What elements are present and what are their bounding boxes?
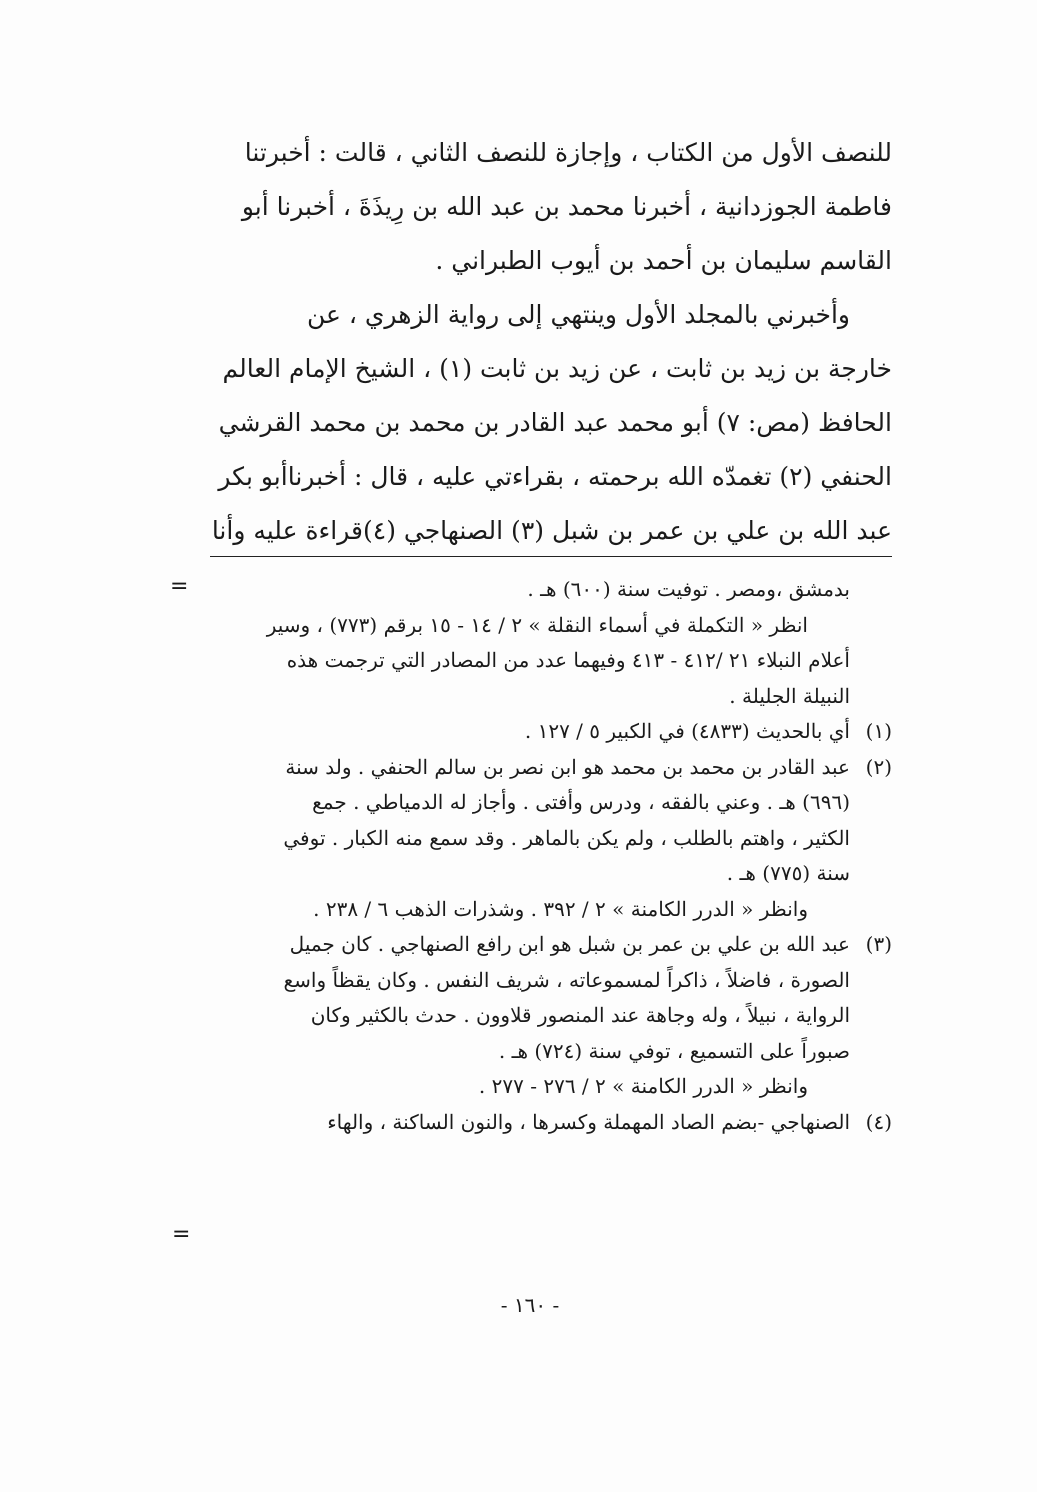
footnote-4 <box>210 1105 892 1141</box>
footnote-line: وانظر « الدرر الكامنة » ٢ / ٢٧٦ - ٢٧٧ . <box>478 1074 808 1098</box>
footnote-line: سنة (٧٧٥) هـ . <box>726 861 850 885</box>
main-text-line: وأخبرني بالمجلد الأول وينتهي إلى رواية الزهري ، عن <box>306 300 850 329</box>
footnote-2 <box>210 750 892 786</box>
main-text-line: القاسم سليمان بن أحمد بن أيوب الطبراني . <box>435 246 892 275</box>
footnote-line: الصنهاجي -بضم الصاد المهملة وكسرها ، والنون الساكنة ، والهاء <box>327 1109 850 1134</box>
footnote-number: (٢) <box>865 754 892 779</box>
footnote-continuation-line: بدمشق ،ومصر . توفيت سنة (٦٠٠) هـ . <box>527 577 850 601</box>
main-text-block <box>210 126 892 558</box>
main-text-line: فاطمة الجوزدانية ، أخبرنا محمد بن عبد الله بن رِيذَةَ ، أخبرنا أبو <box>241 192 892 221</box>
footnote-line: وانظر « الدرر الكامنة » ٢ / ٣٩٢ . وشذرات الذهب ٦ / ٢٣٨ . <box>313 896 808 921</box>
page-number: - ١٦٠ - <box>500 1293 560 1317</box>
continuation-mark: = <box>172 1222 191 1247</box>
footnote-number: (١) <box>865 719 892 743</box>
footnotes-block <box>210 572 892 1140</box>
footnote-continuation-line: النبيلة الجليلة . <box>729 683 850 708</box>
main-text-line: الحافظ (مص: ٧) أبو محمد عبد القادر بن محمد بن محمد القرشي <box>218 408 892 437</box>
footnote-3 <box>210 927 892 963</box>
footnote-1 <box>210 714 892 750</box>
footnote-continuation-line: انظر « التكملة في أسماء النقلة » ٢ / ١٤ - ١٥ برقم (٧٧٣) ، وسير <box>266 612 808 637</box>
footnote-continuation-line: أعلام النبلاء ٢١ /٤١٢ - ٤١٣ وفيهما عدد من المصادر التي ترجمت هذه <box>286 648 850 672</box>
footnote-line: الرواية ، نبيلاً ، وله وجاهة عند المنصور قلاوون . حدث بالكثير وكان <box>310 1003 850 1027</box>
main-text-line: الحنفي (٢) تغمدّه الله برحمته ، بقراءتي عليه ، قال : أخبرناأبو بكر <box>218 462 892 491</box>
footnote-line: عبد القادر بن محمد بن محمد هو ابن نصر بن سالم الحنفي . ولد سنة <box>285 754 850 779</box>
footnote-line: أي بالحديث (٤٨٣٣) في الكبير ٥ / ١٢٧ . <box>524 719 850 743</box>
footnote-line: الصورة ، فاضلاً ، ذاكراً لمسموعاته ، شريف النفس . وكان يقظاً واسع <box>283 967 850 992</box>
footnote-number: (٣) <box>865 932 892 956</box>
footnote-line: (٦٩٦) هـ . وعني بالفقه ، ودرس وأفتى . وأجاز له الدمياطي . جمع <box>312 790 850 814</box>
footnote-line: عبد الله بن علي بن عمر بن شبل هو ابن رافع الصنهاجي . كان جميل <box>289 932 850 956</box>
footnote-line: صبوراً على التسميع ، توفي سنة (٧٢٤) هـ . <box>498 1038 850 1063</box>
main-text-line: للنصف الأول من الكتاب ، وإجازة للنصف الثاني ، قالت : أخبرتنا <box>244 138 892 167</box>
continuation-mark: = <box>170 574 189 599</box>
footnote-number: (٤) <box>865 1109 892 1134</box>
footnote-line: الكثير ، واهتم بالطلب ، ولم يكن بالماهر . وقد سمع منه الكبار . توفي <box>283 825 850 850</box>
main-text-line: عبد الله بن علي بن عمر بن شبل (٣) الصنهاجي (٤)قراءة عليه وأنا <box>211 516 892 545</box>
main-text-line: خارجة بن زيد بن ثابت ، عن زيد بن ثابت (١) ، الشيخ الإمام العالم <box>222 354 892 383</box>
footnote-separator <box>210 556 892 557</box>
